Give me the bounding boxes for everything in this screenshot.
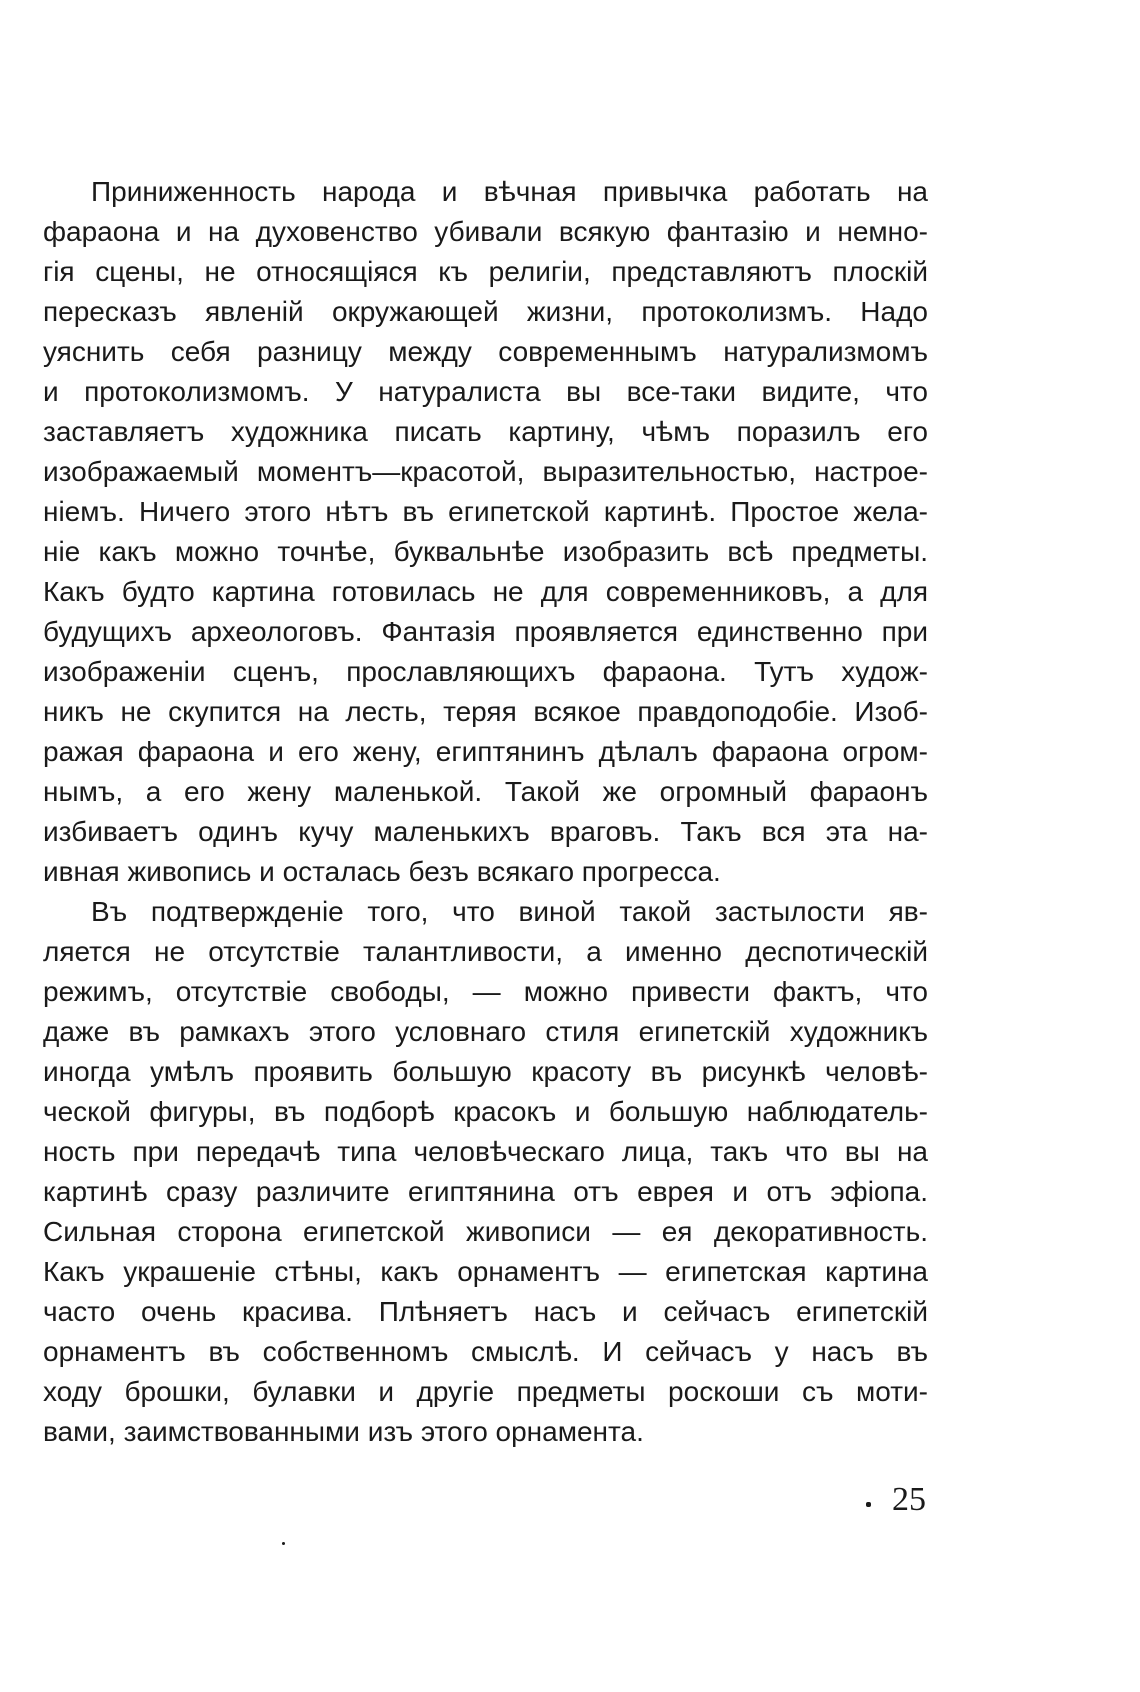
text-line: ніе какъ можно точнѣе, буквальнѣе изобразить всѣ предметы.: [43, 536, 928, 567]
text-line: избиваетъ одинъ кучу маленькихъ враговъ. Такъ вся эта на-: [43, 816, 928, 847]
text-line: часто очень красива. Плѣняетъ насъ и сейчасъ египетскій: [43, 1296, 928, 1327]
text-line: даже въ рамкахъ этого условнаго стиля египетскій художникъ: [43, 1016, 928, 1047]
text-line: ніемъ. Ничего этого нѣтъ въ египетской картинѣ. Простое жела-: [43, 496, 928, 527]
text-line: Приниженность народа и вѣчная привычка работать на: [91, 176, 928, 207]
body-text: [43, 172, 928, 1452]
text-line: ходу брошки, булавки и другіе предметы роскоши съ моти-: [43, 1376, 928, 1407]
text-line: изображаемый моментъ—красотой, выразительностью, настрое-: [43, 456, 928, 487]
text-line: фараона и на духовенство убивали всякую фантазію и немно-: [43, 216, 928, 247]
text-line: ляется не отсутствіе талантливости, а именно деспотическій: [43, 936, 928, 967]
text-line: картинѣ сразу различите египтянина отъ еврея и отъ эфіопа.: [43, 1176, 928, 1207]
text-line: будущихъ археологовъ. Фантазія проявляется единственно при: [43, 616, 928, 647]
text-line: никъ не скупится на лесть, теряя всякое правдоподобіе. Изоб-: [43, 696, 928, 727]
text-line: и протоколизмомъ. У натуралиста вы все-таки видите, что: [43, 376, 928, 407]
text-line: ность при передачѣ типа человѣческаго лица, такъ что вы на: [43, 1136, 928, 1167]
stray-dot-mark: [282, 1542, 285, 1545]
text-line: ческой фигуры, въ подборѣ красокъ и большую наблюдатель-: [43, 1096, 928, 1127]
page-number: 25: [892, 1481, 926, 1518]
text-line: Въ подтвержденіе того, что виной такой застылости яв-: [91, 896, 928, 927]
text-line: уяснить себя разницу между современнымъ натурализмомъ: [43, 336, 928, 367]
text-line: иногда умѣлъ проявить большую красоту въ рисункѣ человѣ-: [43, 1056, 928, 1087]
text-line: пересказъ явленій окружающей жизни, протоколизмъ. Надо: [43, 296, 928, 327]
text-line: ражая фараона и его жену, египтянинъ дѣлалъ фараона огром-: [43, 736, 928, 767]
text-line: гія сцены, не относящіяся къ религіи, представляютъ плоскій: [43, 256, 928, 287]
text-line: Сильная сторона египетской живописи — ея декоративность.: [43, 1216, 928, 1247]
text-line: изображеніи сценъ, прославляющихъ фараона. Тутъ худож-: [43, 656, 928, 687]
text-line: орнаментъ въ собственномъ смыслѣ. И сейчасъ у насъ въ: [43, 1336, 928, 1367]
paragraph: [43, 892, 928, 1452]
text-line: режимъ, отсутствіе свободы, — можно привести фактъ, что: [43, 976, 928, 1007]
text-line: ивная живопись и осталась безъ всякаго прогресса.: [43, 856, 721, 887]
stray-dot-mark: [866, 1502, 871, 1507]
text-line: Какъ будто картина готовилась не для современниковъ, а для: [43, 576, 928, 607]
text-line: Какъ украшеніе стѣны, какъ орнаментъ — египетская картина: [43, 1256, 928, 1287]
text-line: нымъ, а его жену маленькой. Такой же огромный фараонъ: [43, 776, 928, 807]
text-line: вами, заимствованными изъ этого орнамента.: [43, 1416, 644, 1447]
text-line: заставляетъ художника писать картину, чѣмъ поразилъ его: [43, 416, 928, 447]
paragraph: [43, 172, 928, 892]
